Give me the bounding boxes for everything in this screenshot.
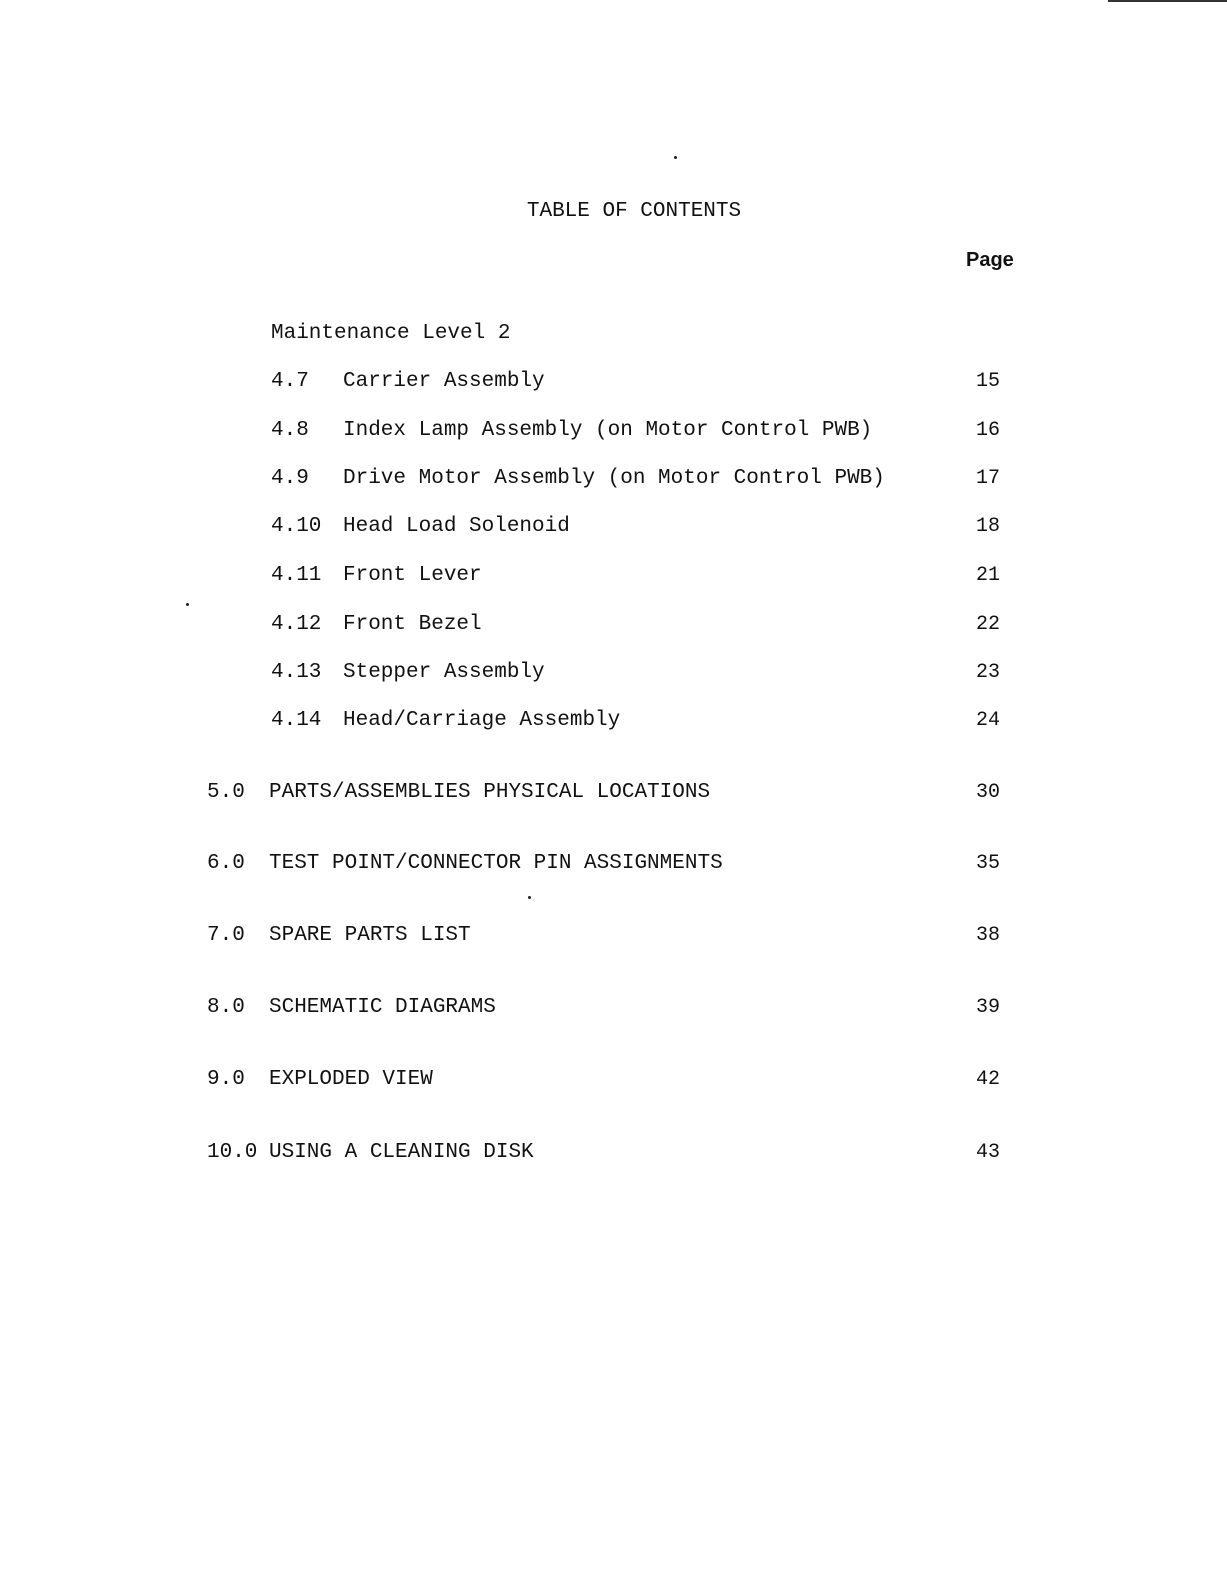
toc-entry (0, 419, 1227, 449)
section-title: PARTS/ASSEMBLIES PHYSICAL LOCATIONS (269, 781, 711, 804)
entry-page: 24 (975, 709, 1000, 732)
page-title: TABLE OF CONTENTS (526, 200, 742, 223)
section-page: 43 (975, 1141, 1000, 1164)
scan-speck (674, 156, 677, 159)
toc-entry (0, 370, 1227, 400)
section-title: SPARE PARTS LIST (269, 924, 471, 947)
entry-page: 17 (975, 467, 1000, 490)
entry-number: 4.7 (271, 370, 309, 393)
toc-entry (0, 661, 1227, 691)
entry-title: Front Lever (343, 564, 482, 587)
section-title: SCHEMATIC DIAGRAMS (269, 996, 496, 1019)
entry-number: 4.10 (271, 515, 322, 538)
toc-section (0, 1141, 1227, 1171)
section-page: 38 (975, 924, 1000, 947)
section-title: USING A CLEANING DISK (269, 1141, 534, 1164)
section-number: 6.0 (207, 852, 245, 875)
toc-entry (0, 467, 1227, 497)
toc-section (0, 852, 1227, 882)
toc-section (0, 781, 1227, 811)
maintenance-level-heading: Maintenance Level 2 (271, 322, 511, 345)
toc-entry (0, 613, 1227, 643)
section-number: 5.0 (207, 781, 245, 804)
toc-section (0, 1068, 1227, 1098)
entry-number: 4.11 (271, 564, 322, 587)
entry-number: 4.13 (271, 661, 322, 684)
section-page: 35 (975, 852, 1000, 875)
toc-entry (0, 564, 1227, 594)
toc-entry (0, 709, 1227, 739)
entry-page: 15 (975, 370, 1000, 393)
entry-number: 4.14 (271, 709, 322, 732)
entry-page: 16 (975, 419, 1000, 442)
section-number: 10.0 (207, 1141, 258, 1164)
entry-title: Head/Carriage Assembly (343, 709, 621, 732)
entry-page: 21 (975, 564, 1000, 587)
entry-number: 4.9 (271, 467, 309, 490)
entry-number: 4.12 (271, 613, 322, 636)
corner-rule (1108, 0, 1227, 2)
section-page: 30 (975, 781, 1000, 804)
entry-title: Index Lamp Assembly (on Motor Control PWB) (343, 419, 873, 442)
scan-speck (186, 603, 189, 606)
toc-section (0, 924, 1227, 954)
entry-title: Front Bezel (343, 613, 482, 636)
entry-page: 22 (975, 613, 1000, 636)
entry-page: 23 (975, 661, 1000, 684)
entry-title: Stepper Assembly (343, 661, 545, 684)
entry-number: 4.8 (271, 419, 309, 442)
scan-speck (528, 896, 531, 899)
entry-title: Head Load Solenoid (343, 515, 570, 538)
toc-entry (0, 515, 1227, 545)
section-page: 42 (975, 1068, 1000, 1091)
section-title: EXPLODED VIEW (269, 1068, 433, 1091)
section-title: TEST POINT/CONNECTOR PIN ASSIGNMENTS (269, 852, 723, 875)
entry-title: Drive Motor Assembly (on Motor Control PWB) (343, 467, 885, 490)
section-page: 39 (975, 996, 1000, 1019)
entry-title: Carrier Assembly (343, 370, 545, 393)
section-number: 8.0 (207, 996, 245, 1019)
section-number: 7.0 (207, 924, 245, 947)
page-column-header: Page (966, 249, 1014, 271)
section-number: 9.0 (207, 1068, 245, 1091)
toc-section (0, 996, 1227, 1026)
entry-page: 18 (975, 515, 1000, 538)
